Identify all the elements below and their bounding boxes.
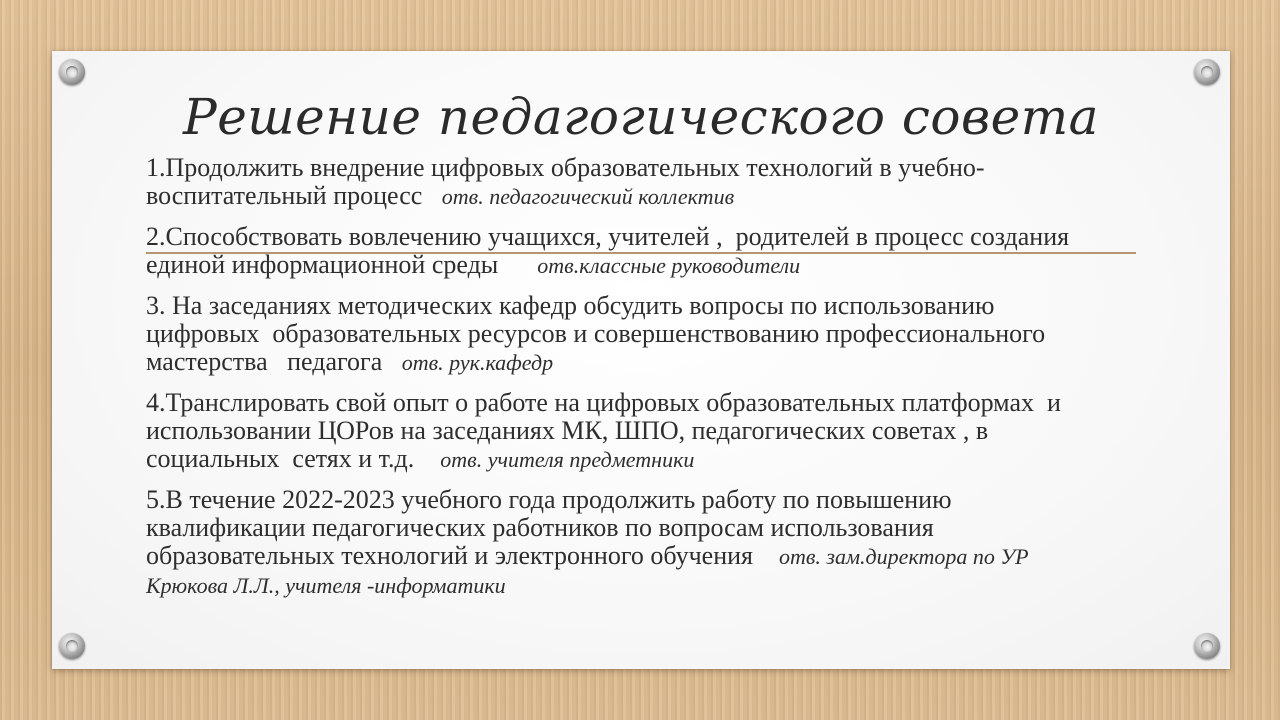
decision-item-3-responsible: отв. рук.кафедр [401,350,554,375]
decision-item-5-responsible-line-2: Крюкова Л.Л., учителя -информатики [146,573,506,598]
decision-item-2-line-2: единой информационной среды [146,250,538,279]
top-left-grommet-icon [59,59,85,85]
decision-item-4-responsible: отв. учителя предметники [440,447,695,472]
decision-item-5-line-1: 5.В течение 2022-2023 учебного года продолжить работу по повышению [146,485,952,514]
top-right-grommet-icon [1194,59,1220,85]
decision-item-2 [146,223,1180,280]
decision-item-4 [146,389,1180,474]
decision-item-1 [146,154,1180,211]
decision-list [146,154,1180,612]
decision-item-1-line-1: 1.Продолжить внедрение цифровых образовательных технологий в учебно- [146,153,985,182]
bottom-right-grommet-icon [1194,633,1220,659]
slide-title: Решение педагогического совета [183,88,1099,146]
decision-item-3-line-2: цифровых образовательных ресурсов и совершенствованию профессионального [146,319,1046,348]
decision-item-1-line-2: воспитательный процесс [146,181,442,210]
decision-item-2-line-1: 2.Способствовать вовлечению учащихся, учителей , родителей в процесс создания [146,222,1070,251]
decision-item-3-line-3: мастерства педагога [146,347,402,376]
decision-item-4-line-3: социальных сетях и т.д. [146,444,441,473]
decision-item-4-line-2: использовании ЦОРов на заседаниях МК, ШПО, педагогических советах , в [146,416,989,445]
decision-item-5 [146,486,1180,600]
decision-item-3 [146,292,1180,377]
decision-item-5-responsible: отв. зам.директора по УР [778,544,1029,569]
decision-item-2-responsible: отв.классные руководители [537,253,801,278]
decision-item-5-line-3: образовательных технологий и электронного обучения [146,541,779,570]
decision-item-1-responsible: отв. педагогический коллектив [441,184,735,209]
decision-item-5-line-2: квалификации педагогических работников по вопросам использования [146,513,934,542]
decision-item-4-line-1: 4.Транслировать свой опыт о работе на цифровых образовательных платформах и [146,388,1061,417]
bottom-left-grommet-icon [59,633,85,659]
decision-item-3-line-1: 3. На заседаниях методических кафедр обсудить вопросы по использованию [146,291,995,320]
